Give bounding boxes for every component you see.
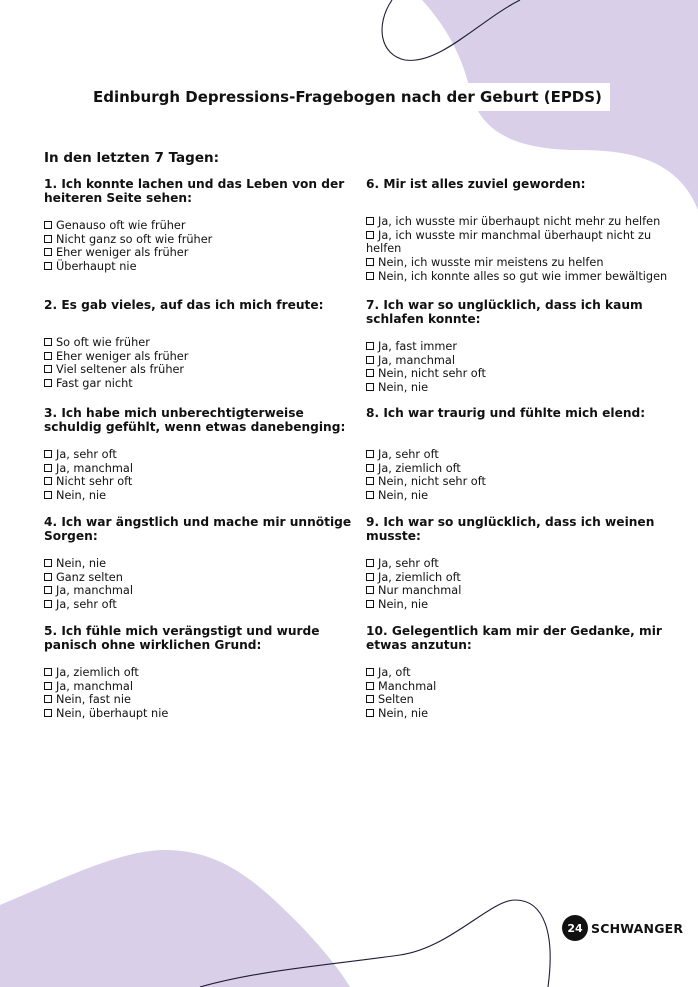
question-title: 1. Ich konnte lachen und das Leben von der heiteren Seite sehen: <box>44 177 345 205</box>
checkbox-icon[interactable] <box>44 477 52 485</box>
checkbox-icon[interactable] <box>366 356 374 364</box>
answer-option[interactable]: Ganz selten <box>44 571 362 585</box>
answer-option[interactable]: Ja, manchmal <box>44 462 362 476</box>
bottom-left-blob <box>0 850 350 987</box>
checkbox-icon[interactable] <box>44 491 52 499</box>
question-8 <box>366 406 666 503</box>
checkbox-icon[interactable] <box>366 272 374 280</box>
answer-option[interactable]: Ja, sehr oft <box>44 598 362 612</box>
intro-heading: In den letzten 7 Tagen: <box>44 150 219 166</box>
answer-option[interactable]: Nein, ich konnte alles so gut wie immer bewältigen <box>366 270 676 284</box>
answer-option[interactable]: Ja, sehr oft <box>366 448 666 462</box>
answer-option[interactable]: Ja, manchmal <box>44 680 362 694</box>
checkbox-icon[interactable] <box>44 600 52 608</box>
answer-option[interactable]: Nein, fast nie <box>44 693 362 707</box>
checkbox-icon[interactable] <box>44 338 52 346</box>
checkbox-icon[interactable] <box>366 342 374 350</box>
checkbox-icon[interactable] <box>366 491 374 499</box>
question-5 <box>44 624 362 721</box>
answer-option[interactable]: Ja, sehr oft <box>366 557 666 571</box>
question-7 <box>366 298 666 395</box>
checkbox-icon[interactable] <box>366 477 374 485</box>
checkbox-icon[interactable] <box>366 450 374 458</box>
question-1 <box>44 177 362 274</box>
logo-text: SCHWANGER <box>591 920 684 936</box>
answer-option[interactable]: Nicht ganz so oft wie früher <box>44 233 362 247</box>
checkbox-icon[interactable] <box>366 600 374 608</box>
question-title: 5. Ich fühle mich verängstigt und wurde panisch ohne wirklichen Grund: <box>44 624 320 652</box>
checkbox-icon[interactable] <box>44 365 52 373</box>
checkbox-icon[interactable] <box>44 235 52 243</box>
question-10 <box>366 624 666 721</box>
checkbox-icon[interactable] <box>44 682 52 690</box>
question-title: 8. Ich war traurig und fühlte mich elend: <box>366 406 646 420</box>
checkbox-icon[interactable] <box>44 573 52 581</box>
answer-option[interactable]: Manchmal <box>366 680 666 694</box>
question-title: 2. Es gab vieles, auf das ich mich freute: <box>44 298 324 312</box>
answer-option[interactable]: Nur manchmal <box>366 584 666 598</box>
checkbox-icon[interactable] <box>44 709 52 717</box>
answer-option[interactable]: Nein, ich wusste mir meistens zu helfen <box>366 256 676 270</box>
question-9 <box>366 515 666 612</box>
document-title: Edinburgh Depressions-Fragebogen nach der Geburt (EPDS) <box>85 83 610 111</box>
question-title: 3. Ich habe mich unberechtigterweise schuldig gefühlt, wenn etwas danebenging: <box>44 406 346 434</box>
checkbox-icon[interactable] <box>366 258 374 266</box>
answer-option[interactable]: Nein, nicht sehr oft <box>366 367 666 381</box>
question-title: 6. Mir ist alles zuviel geworden: <box>366 177 586 191</box>
answer-option[interactable]: Nicht sehr oft <box>44 475 362 489</box>
answer-option[interactable]: Überhaupt nie <box>44 260 362 274</box>
answer-option[interactable]: Ja, ziemlich oft <box>44 666 362 680</box>
question-title: 9. Ich war so unglücklich, dass ich weinen musste: <box>366 515 655 543</box>
checkbox-icon[interactable] <box>44 352 52 360</box>
answer-option[interactable]: Nein, nie <box>366 707 666 721</box>
answer-option[interactable]: So oft wie früher <box>44 336 362 350</box>
logo-badge: 24 <box>562 915 588 941</box>
checkbox-icon[interactable] <box>44 559 52 567</box>
answer-option[interactable]: Ja, ziemlich oft <box>366 462 666 476</box>
checkbox-icon[interactable] <box>44 262 52 270</box>
checkbox-icon[interactable] <box>44 248 52 256</box>
answer-option[interactable]: Ja, manchmal <box>44 584 362 598</box>
checkbox-icon[interactable] <box>366 573 374 581</box>
checkbox-icon[interactable] <box>44 668 52 676</box>
checkbox-icon[interactable] <box>44 695 52 703</box>
brand-logo <box>562 915 683 941</box>
answer-option[interactable]: Nein, nie <box>44 489 362 503</box>
answer-option[interactable]: Ja, sehr oft <box>44 448 362 462</box>
checkbox-icon[interactable] <box>366 586 374 594</box>
checkbox-icon[interactable] <box>366 217 374 225</box>
answer-option[interactable]: Nein, nie <box>366 489 666 503</box>
answer-option[interactable]: Nein, nie <box>44 557 362 571</box>
checkbox-icon[interactable] <box>366 682 374 690</box>
answer-option[interactable]: Eher weniger als früher <box>44 246 362 260</box>
checkbox-icon[interactable] <box>366 369 374 377</box>
question-3 <box>44 406 362 503</box>
question-title: 10. Gelegentlich kam mir der Gedanke, mir etwas anzutun: <box>366 624 662 652</box>
question-title: 7. Ich war so unglücklich, dass ich kaum schlafen konnte: <box>366 298 643 326</box>
checkbox-icon[interactable] <box>44 450 52 458</box>
question-4 <box>44 515 362 612</box>
checkbox-icon[interactable] <box>366 709 374 717</box>
answer-option[interactable]: Ja, fast immer <box>366 340 666 354</box>
question-title: 4. Ich war ängstlich und mache mir unnötige Sorgen: <box>44 515 352 543</box>
answer-option[interactable]: Ja, oft <box>366 666 666 680</box>
checkbox-icon[interactable] <box>44 586 52 594</box>
answer-option[interactable]: Fast gar nicht <box>44 377 362 391</box>
checkbox-icon[interactable] <box>44 464 52 472</box>
answer-option[interactable]: Ja, ich wusste mir manchmal überhaupt nicht zu helfen <box>366 228 652 256</box>
answer-option[interactable]: Nein, nie <box>366 381 666 395</box>
checkbox-icon[interactable] <box>366 668 374 676</box>
answer-option[interactable]: Nein, überhaupt nie <box>44 707 362 721</box>
checkbox-icon[interactable] <box>366 695 374 703</box>
checkbox-icon[interactable] <box>366 559 374 567</box>
question-2 <box>44 298 362 391</box>
answer-option[interactable]: Ja, ich wusste mir überhaupt nicht mehr zu helfen <box>366 215 676 229</box>
answer-option[interactable]: Eher weniger als früher <box>44 350 362 364</box>
answer-option[interactable]: Nein, nicht sehr oft <box>366 475 666 489</box>
answer-option[interactable]: Viel seltener als früher <box>44 363 362 377</box>
checkbox-icon[interactable] <box>44 379 52 387</box>
checkbox-icon[interactable] <box>44 221 52 229</box>
answer-option[interactable]: Ja, ziemlich oft <box>366 571 666 585</box>
answer-option[interactable]: Genauso oft wie früher <box>44 219 362 233</box>
answer-option[interactable]: Ja, manchmal <box>366 354 666 368</box>
answer-option[interactable]: Nein, nie <box>366 598 666 612</box>
checkbox-icon[interactable] <box>366 231 374 239</box>
checkbox-icon[interactable] <box>366 464 374 472</box>
question-6 <box>366 177 676 284</box>
answer-option[interactable]: Selten <box>366 693 666 707</box>
checkbox-icon[interactable] <box>366 383 374 391</box>
